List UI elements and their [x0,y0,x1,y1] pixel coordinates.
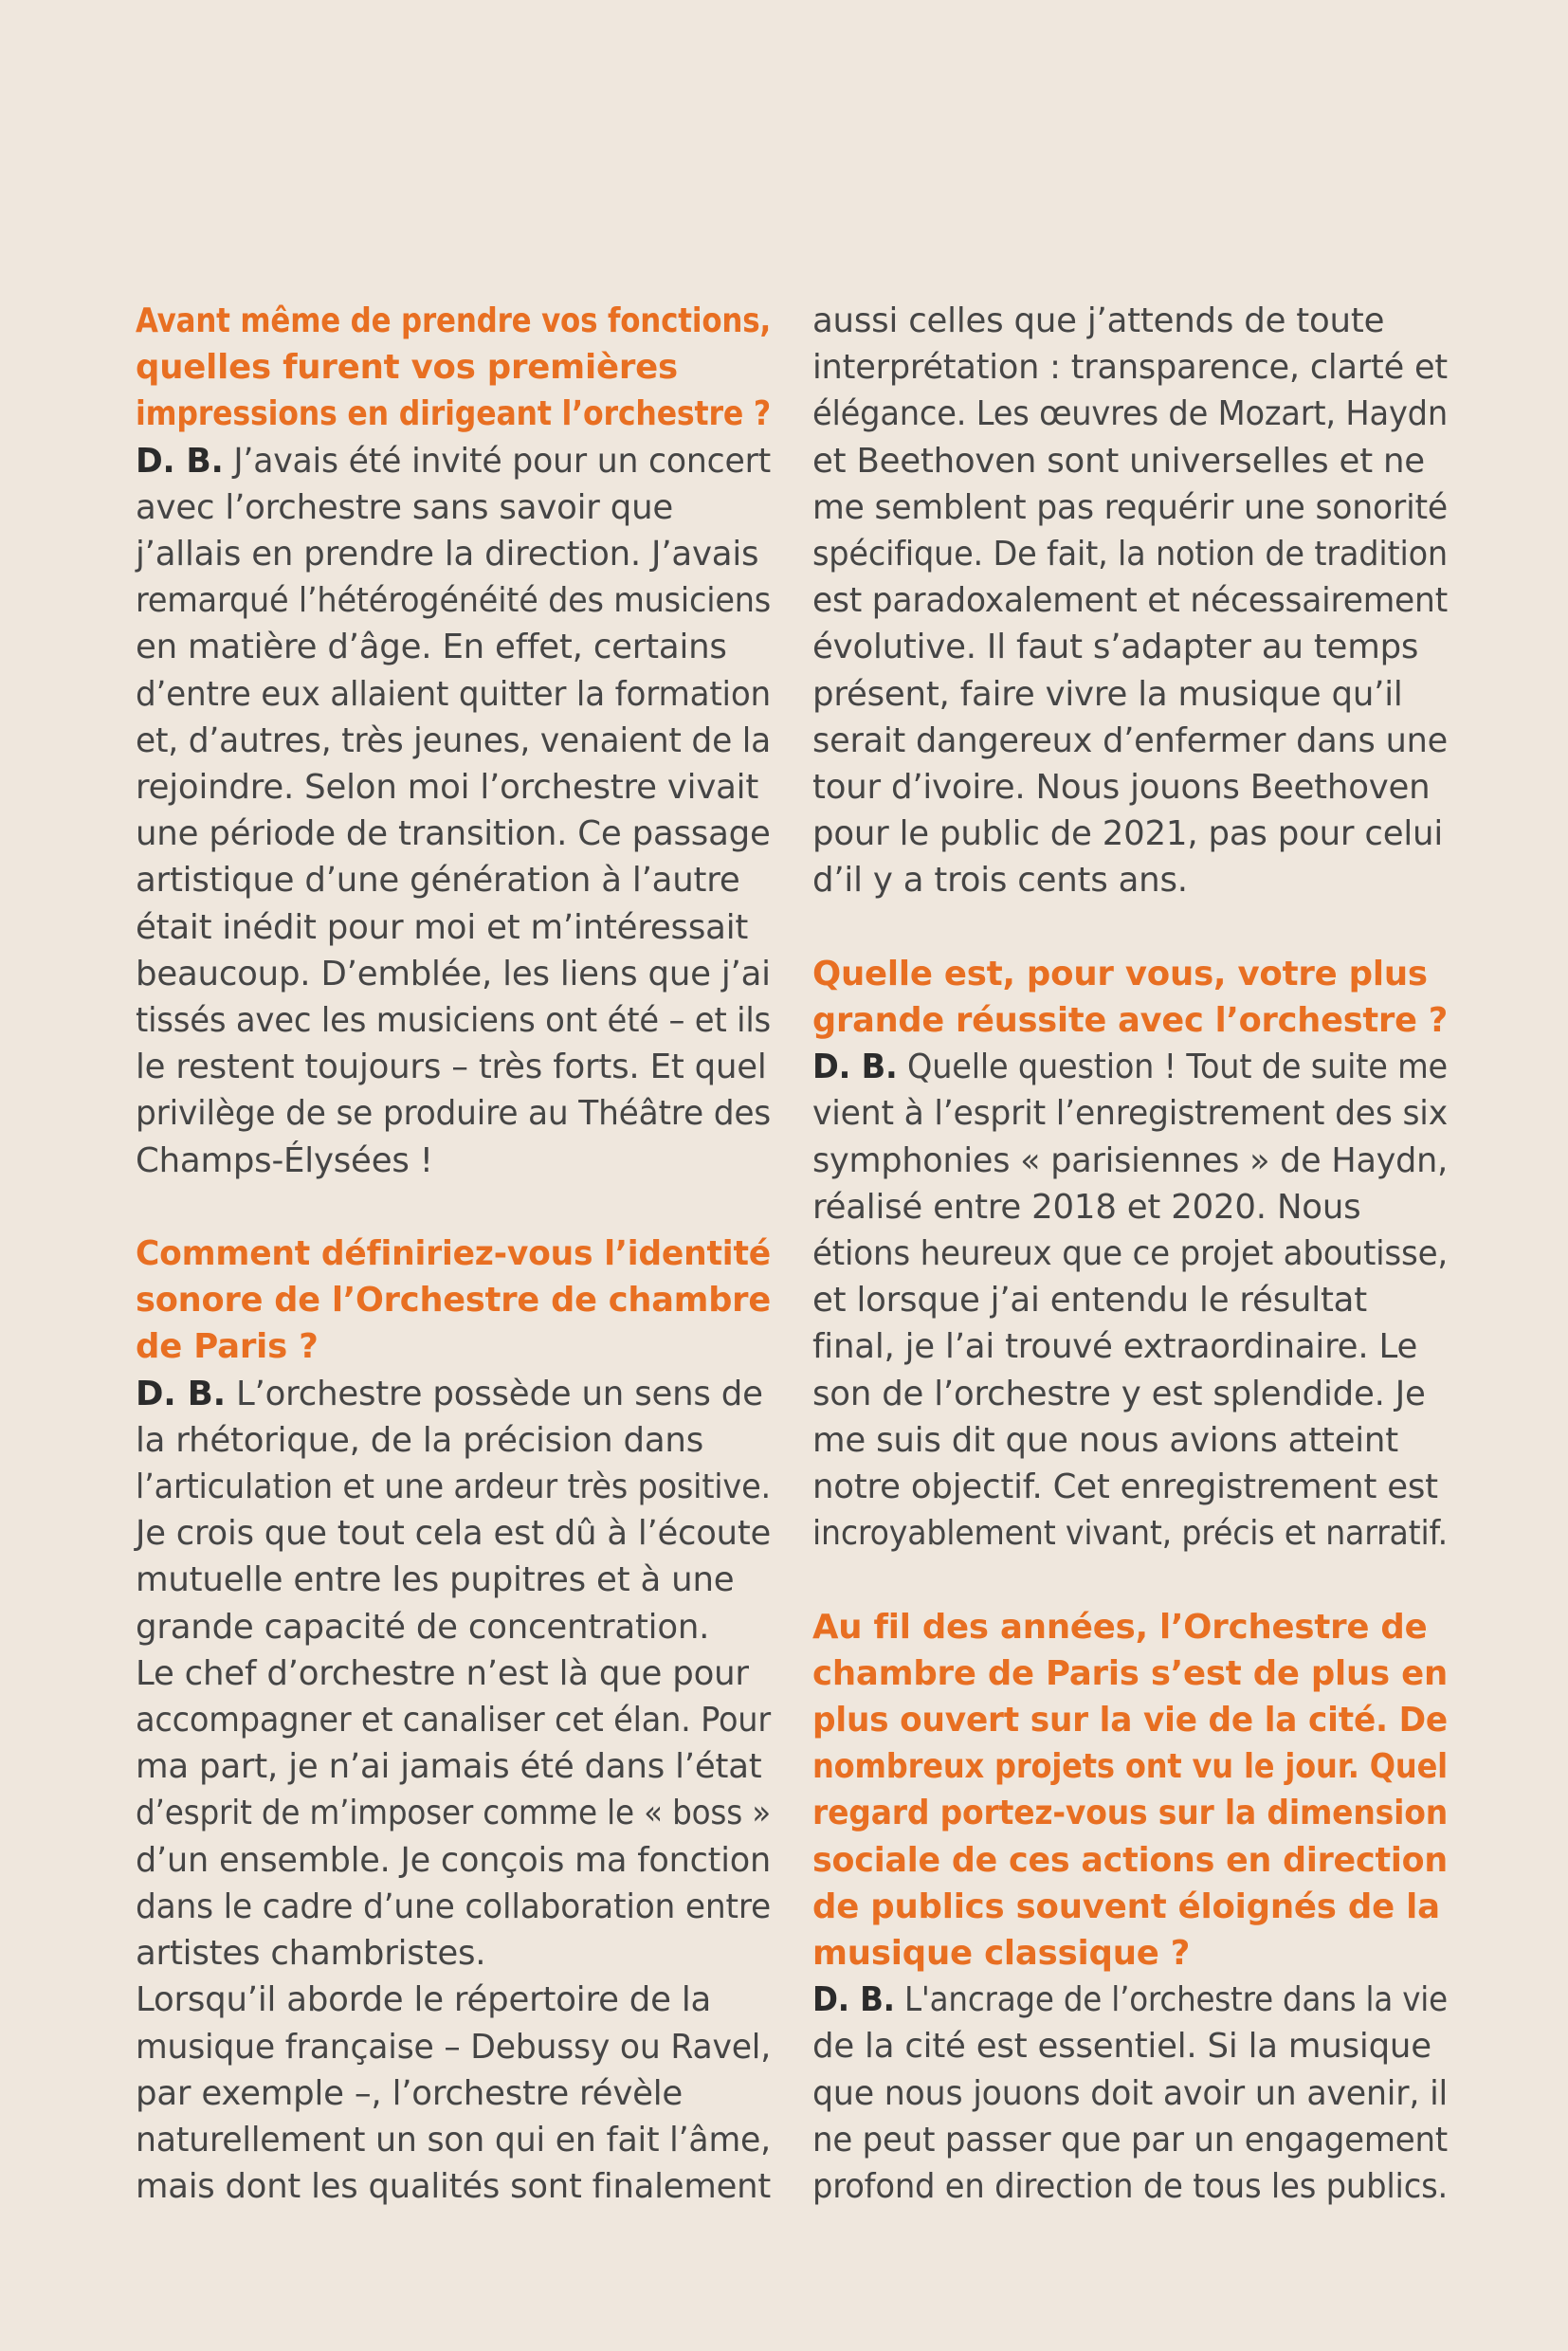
left-column [136,298,771,2210]
answer-line: grande capacité de concentration. [136,1607,710,1647]
answer-line: accompagner et canaliser cet élan. Pour [136,1701,771,1740]
answer-line: que nous jouons doit avoir un avenir, il [812,2073,1448,2113]
question-line: regard portez-vous sur la dimension [812,1794,1449,1833]
answer-line: me semblent pas requérir une sonorité [812,487,1448,527]
question-line: grande réussite avec l’orchestre ? [812,1001,1449,1041]
answer-line: étions heureux que ce projet aboutisse, [812,1234,1449,1274]
answer-line: dans le cadre d’une collaboration entre [136,1886,772,1926]
question-line: nombreux projets ont vu le jour. Quel [812,1747,1448,1787]
answer-line: vient à l’esprit l’enregistrement des six [812,1094,1448,1134]
answer-line: me suis dit que nous avions atteint [812,1420,1398,1460]
answer-line: D. B. L'ancrage de l’orchestre dans la vie [812,1980,1448,2020]
question-line: sonore de l’Orchestre de chambre [136,1281,771,1321]
answer-4 [812,1977,1448,2210]
question-line: Quelle est, pour vous, votre plus [812,954,1428,993]
answer-line: évolutive. Il faut s’adapter au temps [812,628,1419,667]
answer-line: d’il y a trois cents ans. [812,861,1188,901]
speaker-initials: D. B. [136,441,224,481]
answer-line: est paradoxalement et nécessairement [812,581,1449,621]
speaker-initials: D. B. [812,1980,895,2020]
answer-line: artistique d’une génération à l’autre [136,861,740,901]
answer-line: profond en direction de tous les publics. [812,2167,1449,2207]
question-3 [812,951,1448,1044]
answer-line: et lorsque j’ai entendu le résultat [812,1281,1367,1321]
answer-line: d’entre eux allaient quitter la formation [136,674,772,714]
answer-line: Je crois que tout cela est dû à l’écoute [136,1514,772,1554]
answer-line: naturellement un son qui en fait l’âme, [136,2120,771,2160]
answer-line: D. B. Quelle question ! Tout de suite me [812,1048,1449,1087]
answer-line: serait dangereux d’enfermer dans une [812,720,1449,760]
question-1 [136,298,771,438]
answer-1 [136,438,771,1184]
right-column [812,298,1448,2210]
answer-line: incroyablement vivant, précis et narratif. [812,1514,1448,1554]
answer-line: présent, faire vivre la musique qu’il [812,674,1403,714]
answer-2-continuation [812,298,1448,904]
answer-line: était inédit pour moi et m’intéressait [136,907,749,947]
answer-line: symphonies « parisiennes » de Haydn, [812,1140,1449,1180]
answer-line: ma part, je n’ai jamais été dans l’état [136,1747,762,1787]
answer-line: artistes chambristes. [136,1934,486,1974]
answer-line: Le chef d’orchestre n’est là que pour [136,1653,749,1693]
answer-line: avec l’orchestre sans savoir que [136,487,674,527]
answer-line: mais dont les qualités sont finalement [136,2167,771,2207]
question-line: musique classique ? [812,1934,1191,1974]
answer-line: d’un ensemble. Je conçois ma fonction [136,1840,772,1880]
answer-line: une période de transition. Ce passage [136,814,771,854]
answer-line: de la cité est essentiel. Si la musique [812,2027,1431,2067]
question-line: chambre de Paris s’est de plus en [812,1653,1449,1693]
question-line: quelles furent vos premières [136,348,678,388]
answer-line: élégance. Les œuvres de Mozart, Haydn [812,394,1448,434]
question-line: plus ouvert sur la vie de la cité. De [812,1701,1448,1740]
answer-line: réalisé entre 2018 et 2020. Nous [812,1187,1361,1227]
answer-line: la rhétorique, de la précision dans [136,1420,704,1460]
speaker-initials: D. B. [136,1374,226,1413]
answer-line: remarqué l’hétérogénéité des musiciens [136,581,772,621]
answer-line: final, je l’ai trouvé extraordinaire. Le [812,1327,1418,1367]
answer-line: pour le public de 2021, pas pour celui [812,814,1443,854]
speaker-initials: D. B. [812,1048,898,1087]
answer-line: en matière d’âge. En effet, certains [136,628,727,667]
answer-line: D. B. L’orchestre possède un sens de [136,1374,763,1413]
paragraph-gap [812,1557,1448,1603]
answer-3 [812,1044,1448,1557]
question-line: Comment définiriez-vous l’identité [136,1234,771,1274]
answer-line: son de l’orchestre y est splendide. Je [812,1374,1426,1413]
answer-line: spécifique. De fait, la notion de tradition [812,535,1448,574]
answer-line: mutuelle entre les pupitres et à une [136,1560,735,1600]
answer-line: par exemple –, l’orchestre révèle [136,2073,684,2113]
answer-2 [136,1371,771,2211]
paragraph-gap [812,904,1448,951]
answer-line: j’allais en prendre la direction. J’avais [136,535,759,574]
question-line: sociale de ces actions en direction [812,1840,1448,1880]
question-line: de publics souvent éloignés de la [812,1886,1440,1926]
question-line: impressions en dirigeant l’orchestre ? [136,394,771,434]
answer-line: et Beethoven sont universelles et ne [812,441,1425,481]
answer-line: ne peut passer que par un engagement [812,2120,1449,2160]
answer-line: d’esprit de m’imposer comme le « boss » [136,1794,772,1833]
answer-line: interprétation : transparence, clarté et [812,348,1448,388]
answer-line: tissés avec les musiciens ont été – et ils [136,1001,771,1041]
answer-line: tour d’ivoire. Nous jouons Beethoven [812,768,1431,808]
answer-line: et, d’autres, très jeunes, venaient de la [136,720,772,760]
answer-line: Lorsqu’il aborde le répertoire de la [136,1980,712,2020]
answer-line: rejoindre. Selon moi l’orchestre vivait [136,768,759,808]
question-4 [812,1604,1448,1977]
answer-line: notre objectif. Cet enregistrement est [812,1467,1438,1507]
answer-line: le restent toujours – très forts. Et quel [136,1048,767,1087]
answer-line: beaucoup. D’emblée, les liens que j’ai [136,954,771,993]
paragraph-gap [136,1184,771,1230]
answer-line: l’articulation et une ardeur très positive. [136,1467,771,1507]
answer-line: musique française – Debussy ou Ravel, [136,2027,772,2067]
question-line: Au fil des années, l’Orchestre de [812,1607,1428,1647]
question-2 [136,1230,771,1371]
answer-line: aussi celles que j’attends de toute [812,301,1385,340]
question-line: de Paris ? [136,1327,319,1367]
question-line: Avant même de prendre vos fonctions, [136,301,772,340]
answer-line: D. B. J’avais été invité pour un concert [136,441,772,481]
answer-line: privilège de se produire au Théâtre des [136,1094,772,1134]
answer-line: Champs-Élysées ! [136,1140,433,1180]
